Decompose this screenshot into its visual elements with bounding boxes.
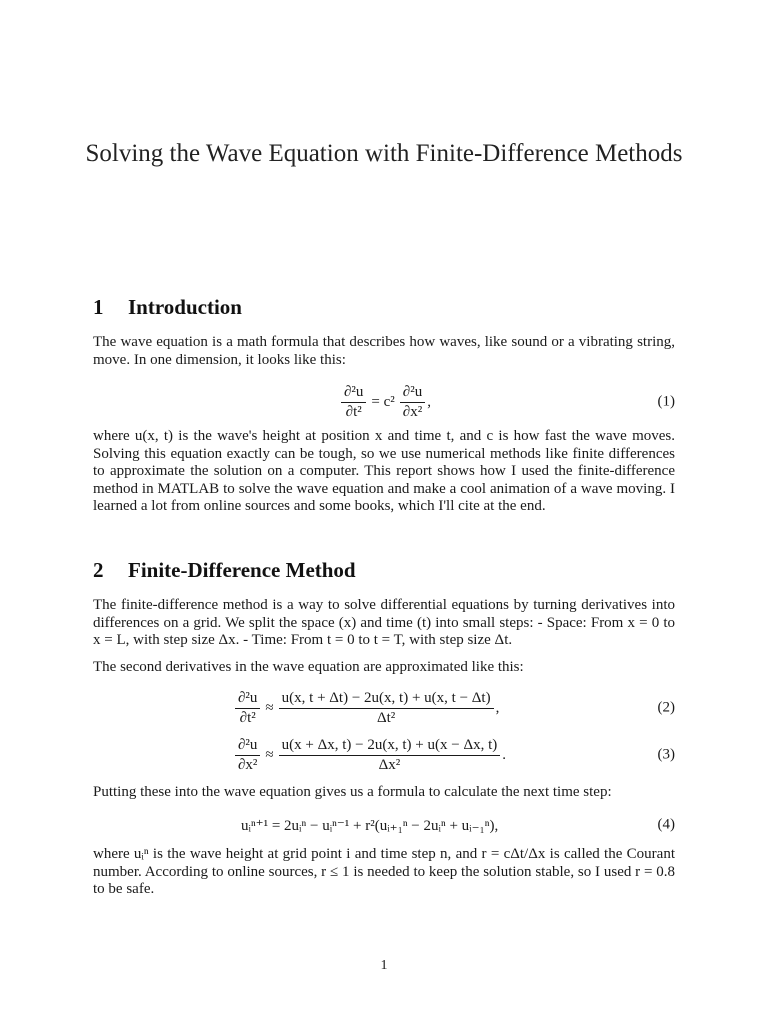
numerator: u(x, t + Δt) − 2u(x, t) + u(x, t − Δt) [279, 690, 494, 709]
section-heading-finite-difference [93, 558, 356, 583]
fraction [400, 384, 425, 421]
paragraph-intro-2: where u(x, t) is the wave's height at position x and time t, and c is how fast the wave moves. Solving this equation exactly can be tough, so we use numerical methods like finite differences to approximate the solution on a computer. This report shows how I used the finite-difference method in MATLAB to solve the wave equation and make a cool animation of a wave moving. I learned a lot from online sources and some books, which I'll cite at the end. [93, 428, 675, 515]
numerator: ∂²u [400, 384, 425, 403]
fraction [235, 737, 260, 774]
denominator: ∂x² [238, 756, 258, 773]
punctuation: , [495, 699, 500, 716]
equation-3 [93, 735, 675, 775]
equation-text: uᵢⁿ⁺¹ = 2uᵢⁿ − uᵢⁿ⁻¹ + r²(uᵢ₊₁ⁿ − 2uᵢⁿ + uᵢ₋₁ⁿ), [241, 817, 499, 834]
equation-2 [93, 688, 675, 728]
relation: = c² [371, 393, 395, 410]
denominator: ∂t² [345, 403, 362, 420]
page-number: 1 [380, 958, 388, 973]
numerator: u(x + Δx, t) − 2u(x, t) + u(x − Δx, t) [279, 737, 501, 756]
section-title: Finite-Difference Method [128, 558, 356, 582]
paragraph-fd-4: where uᵢⁿ is the wave height at grid point i and time step n, and r = cΔt/Δx is called the Courant number. According to online sources, r ≤ 1 is needed to keep the solution stable, so I used r = 0.8 to be safe. [93, 846, 675, 898]
equation-number: (2) [657, 699, 675, 716]
paper-title: Solving the Wave Equation with Finite-Difference Methods [85, 140, 683, 167]
section-title: Introduction [128, 295, 242, 319]
numerator: ∂²u [235, 690, 260, 709]
section-heading-introduction [93, 295, 242, 320]
denominator: Δx² [378, 756, 401, 773]
denominator: ∂x² [402, 403, 423, 420]
punctuation: . [502, 746, 507, 763]
numerator: ∂²u [235, 737, 260, 756]
relation: ≈ [265, 746, 274, 763]
fraction [235, 690, 260, 727]
section-number: 2 [93, 558, 104, 582]
fraction [279, 737, 501, 774]
relation: ≈ [265, 699, 274, 716]
paragraph-fd-3: Putting these into the wave equation gives us a formula to calculate the next time step: [93, 784, 612, 800]
paragraph-intro-1: The wave equation is a math formula that describes how waves, like sound or a vibrating string, move. In one dimension, it looks like this: [93, 334, 675, 368]
equation-number: (1) [657, 393, 675, 410]
fraction [341, 384, 366, 421]
equation-number: (4) [657, 816, 675, 833]
equation-4 [93, 806, 675, 844]
punctuation: , [427, 393, 431, 410]
denominator: ∂t² [239, 709, 256, 726]
paragraph-fd-1: The finite-difference method is a way to solve differential equations by turning derivatives into differences on a grid. We split the space (x) and time (t) into small steps: - Space: From x = 0 to x = L, with step size Δx. - Time: From t = 0 to t = T, with step size Δt. [93, 597, 675, 649]
numerator: ∂²u [341, 384, 366, 403]
equation-1 [93, 382, 675, 422]
denominator: Δt² [376, 709, 396, 726]
equation-number: (3) [657, 746, 675, 763]
paragraph-fd-2: The second derivatives in the wave equation are approximated like this: [93, 659, 524, 675]
section-number: 1 [93, 295, 104, 319]
fraction [279, 690, 494, 727]
